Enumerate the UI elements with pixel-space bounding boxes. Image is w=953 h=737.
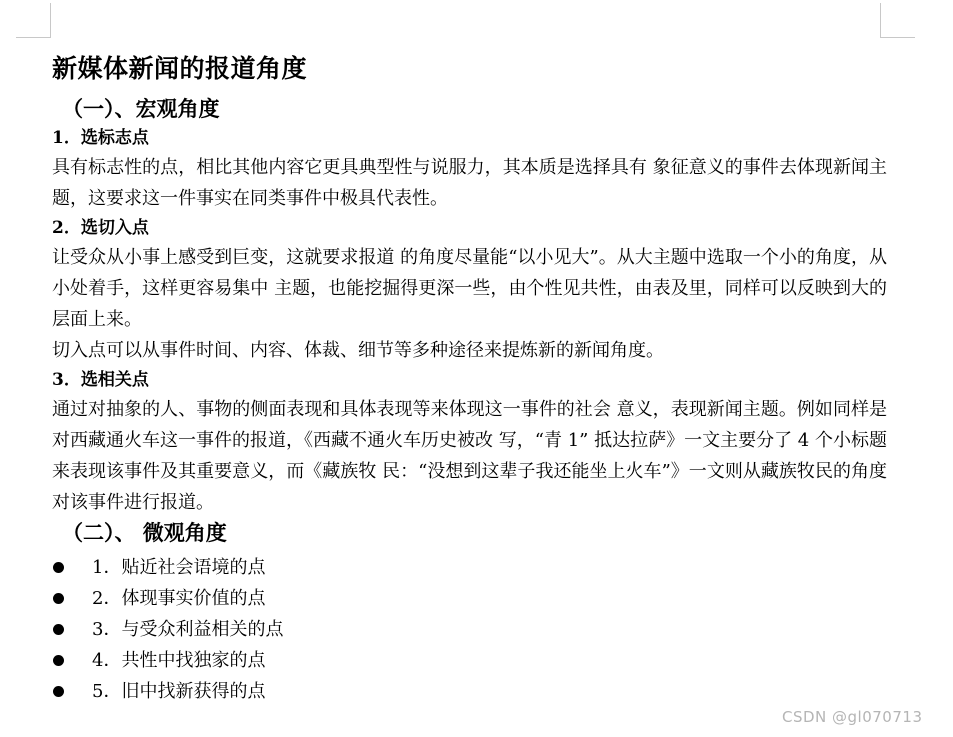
paragraph-entry-point: 让受众从小事上感受到巨变，这就要求报道 的角度尽量能“以小见大”。从大主题中选取一个小的角度，从小处着手，这样更容易集中 主题，也能挖掘得更深一些，由个性见共性，由表及里，同样可以反映到大的层面上来。 (52, 247, 887, 330)
section-heading-micro: （二）、 微观角度 (62, 520, 227, 545)
list-item-text: 2．体现事实价值的点 (92, 588, 266, 609)
list-item (52, 552, 887, 583)
bullet-dot-icon (53, 686, 64, 697)
paragraph-entry-point-methods: 切入点可以从事件时间、内容、体裁、细节等多种途径来提炼新的新闻角度。 (52, 340, 664, 361)
paragraph-landmark: 具有标志性的点，相比其他内容它更具典型性与说服力，其本质是选择具有 象征意义的事件去体现新闻主题，这要求这一件事实在同类事件中极具代表性。 (52, 157, 887, 209)
list-item-text: 1．贴近社会语境的点 (92, 557, 266, 578)
bullet-dot-icon (53, 562, 64, 573)
watermark: CSDN @gl070713 (782, 708, 923, 726)
list-item (52, 583, 887, 614)
subsection-heading-entry-point: 2．选切入点 (52, 218, 149, 238)
list-item-text: 4．共性中找独家的点 (92, 650, 266, 671)
subsection-heading-landmark: 1．选标志点 (52, 128, 149, 148)
list-item (52, 645, 887, 676)
list-item (52, 676, 887, 707)
paragraph-related-point: 通过对抽象的人、事物的侧面表现和具体表现等来体现这一事件的社会 意义，表现新闻主题。例如同样是对西藏通火车这一事件的报道，《西藏不通火车历史被改 写，“青 1” 抵达拉萨》一文主要分了 4 个小标题来表现该事件及其重要意义，而《藏族牧 民：“没想到这辈子我还能坐上火车”》一文则从藏族牧民的角度对该事件进行报道。 (52, 399, 887, 513)
subsection-heading-related-point: 3．选相关点 (52, 370, 149, 390)
list-item-text: 3．与受众利益相关的点 (92, 619, 284, 640)
section-heading-macro: （一）、宏观角度 (62, 96, 220, 121)
document-body (52, 50, 887, 707)
bullet-dot-icon (53, 593, 64, 604)
list-item-text: 5．旧中找新获得的点 (92, 681, 266, 702)
bullet-dot-icon (53, 655, 64, 666)
page-title: 新媒体新闻的报道角度 (52, 54, 308, 83)
bullet-dot-icon (53, 624, 64, 635)
page-corner-mark-top-right (880, 3, 915, 38)
micro-angle-list (52, 552, 887, 707)
list-item (52, 614, 887, 645)
page-corner-mark-top-left (16, 3, 51, 38)
